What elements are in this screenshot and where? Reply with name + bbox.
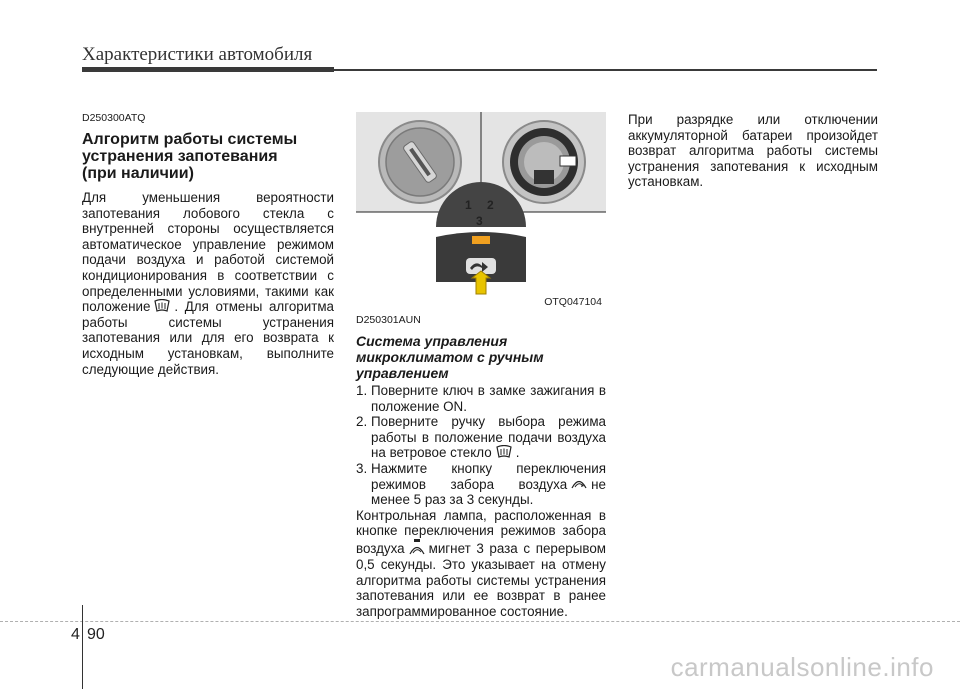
figure-code: OTQ047104 [544, 296, 602, 308]
header-rule-thick [82, 67, 334, 72]
air-recirculation-indicator-icon [408, 539, 426, 557]
chapter-title: Характеристики автомобиля [82, 44, 313, 65]
step-text: Нажмите кнопку переключения режимов забора воздуха [371, 460, 606, 492]
subsection-code: D250301AUN [356, 314, 421, 326]
windshield-defrost-icon [153, 299, 171, 313]
left-column [82, 112, 334, 377]
section-code: D250300ATQ [82, 112, 146, 124]
control-panel-figure [356, 112, 606, 312]
section-title [82, 131, 334, 182]
step-number: 2. [356, 414, 368, 430]
step-text-end: не менее 5 раз за 3 секунды. [371, 476, 606, 508]
figure-label-1: 1 [465, 198, 472, 212]
watermark: carmanualsonline.info [670, 652, 934, 682]
windshield-defrost-icon [495, 445, 513, 459]
section-number: 4 [71, 626, 80, 643]
right-column [628, 112, 878, 190]
middle-column [356, 314, 606, 619]
indicator-paragraph-part1: Контрольная лампа, расположенная в кнопке переключения режимов забора воздуха [356, 507, 606, 556]
air-intake-button-icon [436, 182, 526, 294]
ignition-switch-icon [379, 121, 461, 203]
step-text: Поверните ключ в замке зажигания в положение ON. [371, 383, 606, 414]
control-panel-illustration [356, 112, 606, 312]
intro-paragraph [82, 190, 334, 377]
indicator-paragraph-part2: мигнет 3 раза с перерывом 0,5 секунды. Это указывает на отмену алгоритма работы системы устранения запотевания или ее возврат в ранее запрограммированное состояние. [356, 540, 606, 619]
step-text: Поверните ручку выбора режима работы в положение подачи воздуха на ветровое стекло [371, 414, 606, 461]
figure-label-3: 3 [476, 214, 483, 228]
indicator-paragraph [356, 508, 606, 620]
subsection-title-line-3: управлением [356, 365, 449, 381]
intro-paragraph-part1: Для уменьшения вероятности запотевания лобового стекла с внутренней стороны осуществляется автоматическое управление режимом подачи воздуха и работой системой кондиционирования в соответствии с определенными условиями, такими как положение [82, 190, 334, 315]
section-title-line-1: Алгоритм работы системы [82, 131, 298, 148]
section-title-line-3: (при наличии) [82, 165, 194, 182]
steps-list [356, 383, 606, 508]
air-recirculation-icon [570, 477, 588, 491]
footer-divider [82, 605, 83, 689]
intro-paragraph-part2: . Для отмены алгоритма работы системы устранения запотевания или для его возврата к исходным установкам, выполните следующие действия. [82, 299, 334, 377]
list-item [356, 414, 606, 461]
list-item [356, 383, 606, 414]
step-number: 1. [356, 383, 368, 398]
battery-paragraph: При разрядке или отключении аккумуляторной батареи произойдет возврат алгоритма работы системы устранения запотевания к исходным установкам. [628, 112, 878, 190]
header-rule-thin [334, 69, 877, 71]
subsection-title [356, 333, 606, 381]
subsection-title-line-2: микроклиматом с ручным [356, 349, 544, 365]
footer-rule [0, 621, 960, 622]
figure-label-2: 2 [487, 198, 494, 212]
section-title-line-2: устранения запотевания [82, 148, 278, 165]
list-item [356, 461, 606, 508]
step-number: 3. [356, 460, 368, 476]
step-text-end: . [515, 445, 520, 461]
page-number: 90 [87, 626, 105, 643]
subsection-title-line-1: Система управления [356, 333, 508, 349]
mode-selector-knob-icon [503, 121, 585, 203]
